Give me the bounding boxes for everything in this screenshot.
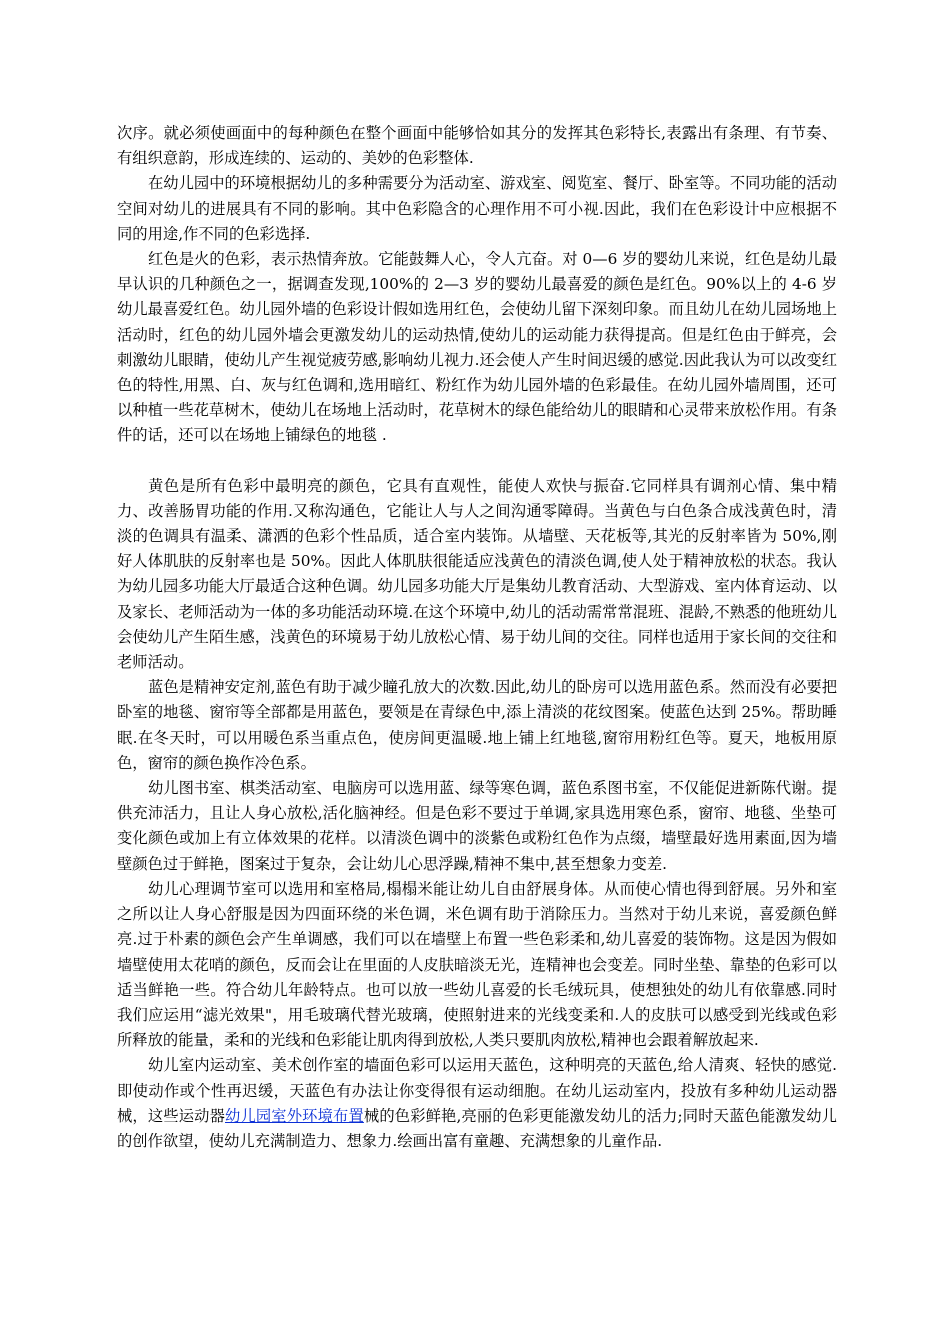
paragraph-library-rooms: 幼儿图书室、棋类活动室、电脑房可以选用蓝、绿等寒色调，蓝色系图书室，不仅能促进新陈代谢。提供充沛活力，且让人身心放松,活化脑神经。但是色彩不要过于单调,家具选用寒色系，窗帘、地毯、坐垫可变化颜色或加上有立体效果的花样。以清淡色调中的淡紫色或粉红色作为点缀，墙壁最好选用素面,因为墙壁颜色过于鲜艳，图案过于复杂，会让幼儿心思浮躁,精神不集中,甚至想象力变差. <box>117 779 837 873</box>
document-page <box>117 121 837 1154</box>
paragraph-text-after-link: 械的色彩鲜艳,亮丽的色彩更能激发幼儿的活力;同时天蓝色能激发幼儿的创作欲望，使幼儿充满制造力、想象力.绘画出富有童趣、充满想象的儿童作品. <box>117 1106 837 1150</box>
paragraph-text-before-link: 幼儿室内运动室、美术创作室的墙面色彩可以运用天蓝色，这种明亮的天蓝色,给人清爽、轻快的感觉.即使动作或个性再迟缓，天蓝色有办法让你变得很有运动细胞。在幼儿运动室内，投放有多种幼儿运动器械，这些运动器 <box>117 1056 837 1125</box>
paragraph-psych-room: 幼儿心理调节室可以选用和室格局,榻榻米能让幼儿自由舒展身体。从而使心情也得到舒展。另外和室之所以让人身心舒服是因为四面环绕的米色调，米色调有助于消除压力。当然对于幼儿来说，喜爱颜色鲜亮.过于朴素的颜色会产生单调感，我们可以在墙壁上布置一些色彩柔和,幼儿喜爱的装饰物。这是因为假如墙壁使用太花哨的颜色，反而会让在里面的人皮肤暗淡无光，连精神也会变差。同时坐垫、靠垫的色彩可以适当鲜艳一些。符合幼儿年龄特点。也可以放一些幼儿喜爱的长毛绒玩具，使想独处的幼儿有依靠感.同时我们应运用“滤光效果"，用毛玻璃代替光玻璃，使照射进来的光线变柔和.人的皮肤可以感受到光线或色彩所释放的能量，柔和的光线和色彩能让肌肉得到放松,人类只要肌肉放松,精神也会跟着解放起来. <box>117 879 837 1050</box>
paragraph-blue: 蓝色是精神安定剂,蓝色有助于减少瞳孔放大的次数.因此,幼儿的卧房可以选用蓝色系。然而没有必要把卧室的地毯、窗帘等全部都是用蓝色，要领是在青绿色中,添上清淡的花纹图案。使蓝色达到 25%。帮助睡眠.在冬天时，可以用暖色系当重点色，使房间更温暖.地上铺上红地毯,窗帘用粉红色等。夏天，地板用原色，窗帘的颜色换作冷色系。 <box>117 678 837 772</box>
paragraph-continuation: 次序。就必须使画面中的每种颜色在整个画面中能够恰如其分的发挥其色彩特长,表露出有条理、有节奏、有组织意韵，形成连续的、运动的、美妙的色彩整体. <box>117 124 837 168</box>
paragraph-sky-blue <box>117 1053 837 1154</box>
paragraph-yellow: 黄色是所有色彩中最明亮的颜色，它具有直观性，能使人欢快与振奋.它同样具有调剂心情、集中精力、改善肠胃功能的作用.又称沟通色，它能让人与人之间沟通零障碍。当黄色与白色条合成浅黄色时，清淡的色调具有温柔、潇洒的色彩个性品质，适合室内装饰。从墙壁、天花板等,其光的反射率皆为 50%,刚好人体肌肤的反射率也是 50%。因此人体肌肤很能适应浅黄色的清淡色调,使人处于精神放松的状态。我认为幼儿园多功能大厅最适合这种色调。幼儿园多功能大厅是集幼儿教育活动、大型游戏、室内体育运动、以及家长、老师活动为一体的多功能活动环境.在这个环境中,幼儿的活动需常常混班、混龄,不熟悉的他班幼儿会使幼儿产生陌生感，浅黄色的环境易于幼儿放松心情、易于幼儿间的交往。同样也适用于家长间的交往和老师活动。 <box>117 476 837 672</box>
paragraph-environment-intro: 在幼儿园中的环境根据幼儿的多种需要分为活动室、游戏室、阅览室、餐厅、卧室等。不同功能的活动空间对幼儿的进展具有不同的影响。其中色彩隐含的心理作用不可小视.因此，我们在色彩设计中应根据不同的用途,作不同的色彩选择. <box>117 174 837 243</box>
outdoor-environment-link[interactable]: 幼儿园室外环境布置 <box>225 1106 364 1125</box>
blank-line <box>117 449 837 474</box>
paragraph-red: 红色是火的色彩，表示热情奔放。它能鼓舞人心，令人亢奋。对 0—6 岁的婴幼儿来说，红色是幼儿最早认识的几种颜色之一，据调查发现,100%的 2—3 岁的婴幼儿最喜爱的颜色是红色。90%以上的 4-6 岁幼儿最喜爱红色。幼儿园外墙的色彩设计假如选用红色，会使幼儿留下深刻印象。而且幼儿在幼儿园场地上活动时，红色的幼儿园外墙会更激发幼儿的运动热情,使幼儿的运动能力获得提高。但是红色由于鲜亮，会刺激幼儿眼睛，使幼儿产生视觉疲劳感,影响幼儿视力.还会使人产生时间迟缓的感觉.因此我认为可以改变红色的特性,用黑、白、灰与红色调和,选用暗红、粉红作为幼儿园外墙的色彩最佳。在幼儿园外墙周围，还可以种植一些花草树木，使幼儿在场地上活动时，花草树木的绿色能给幼儿的眼睛和心灵带来放松作用。有条件的话，还可以在场地上铺绿色的地毯 . <box>117 250 837 445</box>
